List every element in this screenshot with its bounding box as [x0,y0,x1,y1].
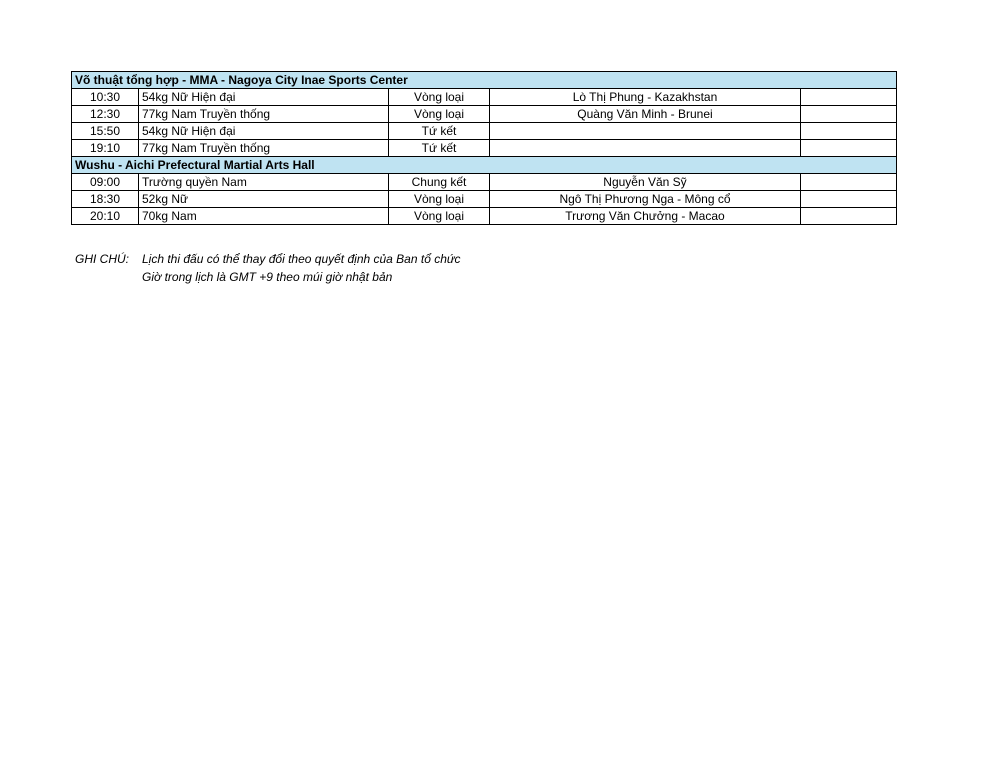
time-cell: 18:30 [72,191,139,208]
event-cell: 54kg Nữ Hiện đại [139,123,389,140]
round-cell: Vòng loại [389,191,490,208]
notes-label: GHI CHÚ: [75,252,129,266]
time-cell: 09:00 [72,174,139,191]
event-cell: 77kg Nam Truyền thống [139,106,389,123]
section-title: Wushu - Aichi Prefectural Martial Arts Hall [72,157,897,174]
time-cell: 20:10 [72,208,139,225]
round-cell: Chung kết [389,174,490,191]
extra-cell [801,123,897,140]
time-cell: 10:30 [72,89,139,106]
round-cell: Vòng loại [389,106,490,123]
notes-lines [142,250,461,286]
athlete-cell: Nguyễn Văn Sỹ [490,174,801,191]
event-cell: Trường quyền Nam [139,174,389,191]
table-row [72,106,897,123]
table-row [72,140,897,157]
extra-cell [801,106,897,123]
extra-cell [801,208,897,225]
note-line: Lịch thi đấu có thể thay đổi theo quyết định của Ban tổ chức [142,252,461,266]
athlete-cell [490,123,801,140]
table-row [72,191,897,208]
round-cell: Tứ kết [389,140,490,157]
athlete-cell: Ngô Thị Phương Nga - Mông cổ [490,191,801,208]
extra-cell [801,140,897,157]
section-header-row [72,157,897,174]
athlete-cell: Quàng Văn Minh - Brunei [490,106,801,123]
time-cell: 12:30 [72,106,139,123]
athlete-cell [490,140,801,157]
schedule-table [71,71,897,225]
table-row [72,89,897,106]
table-row [72,174,897,191]
extra-cell [801,191,897,208]
round-cell: Vòng loại [389,208,490,225]
round-cell: Vòng loại [389,89,490,106]
section-title: Võ thuật tổng hợp - MMA - Nagoya City Inae Sports Center [72,72,897,89]
table-row [72,208,897,225]
event-cell: 52kg Nữ [139,191,389,208]
event-cell: 70kg Nam [139,208,389,225]
time-cell: 15:50 [72,123,139,140]
time-cell: 19:10 [72,140,139,157]
extra-cell [801,174,897,191]
table-row [72,123,897,140]
event-cell: 77kg Nam Truyền thống [139,140,389,157]
athlete-cell: Trương Văn Chưởng - Macao [490,208,801,225]
athlete-cell: Lò Thị Phung - Kazakhstan [490,89,801,106]
round-cell: Tứ kết [389,123,490,140]
section-header-row [72,72,897,89]
extra-cell [801,89,897,106]
note-line: Giờ trong lịch là GMT +9 theo múi giờ nhật bản [142,270,393,284]
event-cell: 54kg Nữ Hiện đại [139,89,389,106]
